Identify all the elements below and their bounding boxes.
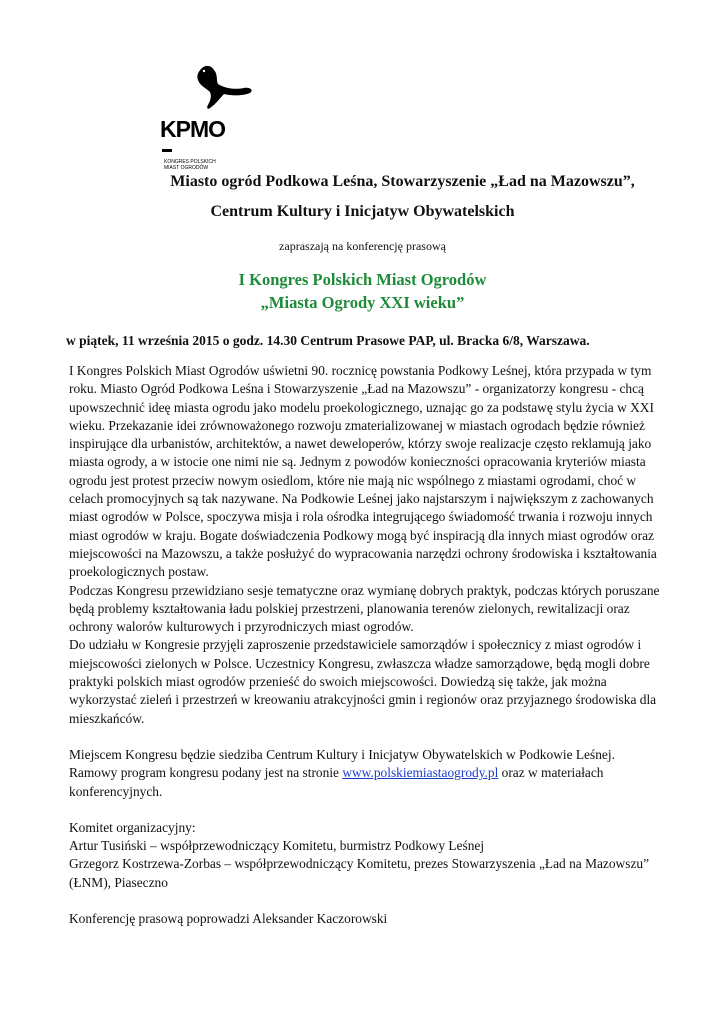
- paragraph-program: [69, 764, 661, 801]
- program-text-before: Ramowy program kongresu podany jest na stronie: [69, 765, 343, 781]
- logo-subtitle: [164, 159, 216, 171]
- congress-subtitle: „Miasta Ogrody XXI wieku”: [260, 293, 465, 312]
- organizers-line2: Centrum Kultury i Inicjatyw Obywatelskich: [210, 203, 515, 220]
- paragraph-participants: Do udziału w Kongresie przyjęli zaproszenie przedstawiciele samorządów i społecznicy z miast ogrodów i miejscowości zielonych w Polsce. Uczestnicy Kongresu, zwłaszcza władze samorządowe, będą mogli dobre praktyki polskich miast ogrodów przenieść do swoich miejscowości. Dowiedzą się także, jak można wykorzystać zieleń i przestrzeń w kreowaniu atrakcyjności gmin i regionów oraz przyjaznego środowiska dla mieszkańców.: [69, 637, 657, 726]
- committee-member-2: Grzegorz Kostrzewa-Zorbas – współprzewodniczący Komitetu, prezes Stowarzyszenia „Ład na Mazowszu” (ŁNM), Piaseczno: [69, 856, 650, 890]
- invite-text: zapraszają na konferencję prasową: [279, 239, 446, 253]
- logo-subtitle-line1: KONGRES POLSKICH: [164, 159, 216, 165]
- logo-dash: [162, 149, 172, 152]
- congress-title: I Kongres Polskich Miast Ogrodów: [238, 270, 487, 289]
- program-website-link[interactable]: www.polskiemiastaogrody.pl: [342, 765, 499, 781]
- kpmo-logo: [158, 64, 258, 174]
- event-date-location: w piątek, 11 września 2015 o godz. 14.30 Centrum Prasowe PAP, ul. Bracka 6/8, Warszawa.: [66, 333, 590, 348]
- paragraph-intro: I Kongres Polskich Miast Ogrodów uświetni 90. rocznicę powstania Podkowy Leśnej, która przypada w tym roku. Miasto Ogród Podkowa Leśna i Stowarzyszenie „Ład na Mazowszu” - organizatorzy kongresu - chcą upowszechnić ideę miasta ogrodu jako modelu proekologicznego, uznając go za podstawę stylu życia w XXI wieku. Przekazanie idei zrównoważonego rozwoju zmaterializowanej w miastach ogrodach będzie również inspirujące dla urbanistów, architektów, a nawet deweloperów, którzy swoje realizacje często reklamują jako miasta ogrody, a w istocie one nimi nie są. Jednym z powodów konieczności opracowania kryteriów miasta ogrodu jest protest przeciw nowym osiedlom, które nie mają nic wspólnego z miastami ogrodami, choć w celach promocyjnych są tak nazywane. Na Podkowie Leśnej jako najstarszym i największym z zachowanych miast ogrodów w Polsce, spoczywa misja i rola ośrodka integrującego świadomość trwania i rozwoju innych miast ogrodów w kraju. Bogate doświadczenia Podkowy mogą być inspiracją dla innych miast ogrodów oraz miejscowości na Mazowszu, a także posłużyć do wypracowania narzędzi ochrony środowiska i kształtowania proekologicznych postaw.: [69, 363, 657, 580]
- committee-member-1: Artur Tusiński – współprzewodniczący Komitetu, burmistrz Podkowy Leśnej: [69, 838, 485, 854]
- logo-wordmark: KPMO: [160, 116, 225, 142]
- program-text-after: oraz w materiałach konferencyjnych.: [69, 765, 604, 799]
- logo-subtitle-line2: MIAST OGRODÓW: [164, 165, 209, 171]
- organizers-line1: Miasto ogród Podkowa Leśna, Stowarzyszenie „Ład na Mazowszu”,: [170, 173, 635, 190]
- bird-icon: [194, 64, 256, 116]
- paragraph-venue: Miejscem Kongresu będzie siedziba Centrum Kultury i Inicjatyw Obywatelskich w Podkowie Leśnej.: [69, 746, 615, 762]
- moderator-text: Konferencję prasową poprowadzi Aleksander Kaczorowski: [69, 911, 388, 927]
- paragraph-sessions: Podczas Kongresu przewidziano sesje tematyczne oraz wymianę dobrych praktyk, podczas których poruszane będą problemy kształtowania ładu polskiej przestrzeni, planowania terenów zielonych, rewitalizacji oraz ochrony walorów kulturowych i przyrodniczych miast ogrodów.: [69, 582, 660, 635]
- body-text: [69, 362, 661, 928]
- committee-title: Komitet organizacyjny:: [69, 819, 196, 835]
